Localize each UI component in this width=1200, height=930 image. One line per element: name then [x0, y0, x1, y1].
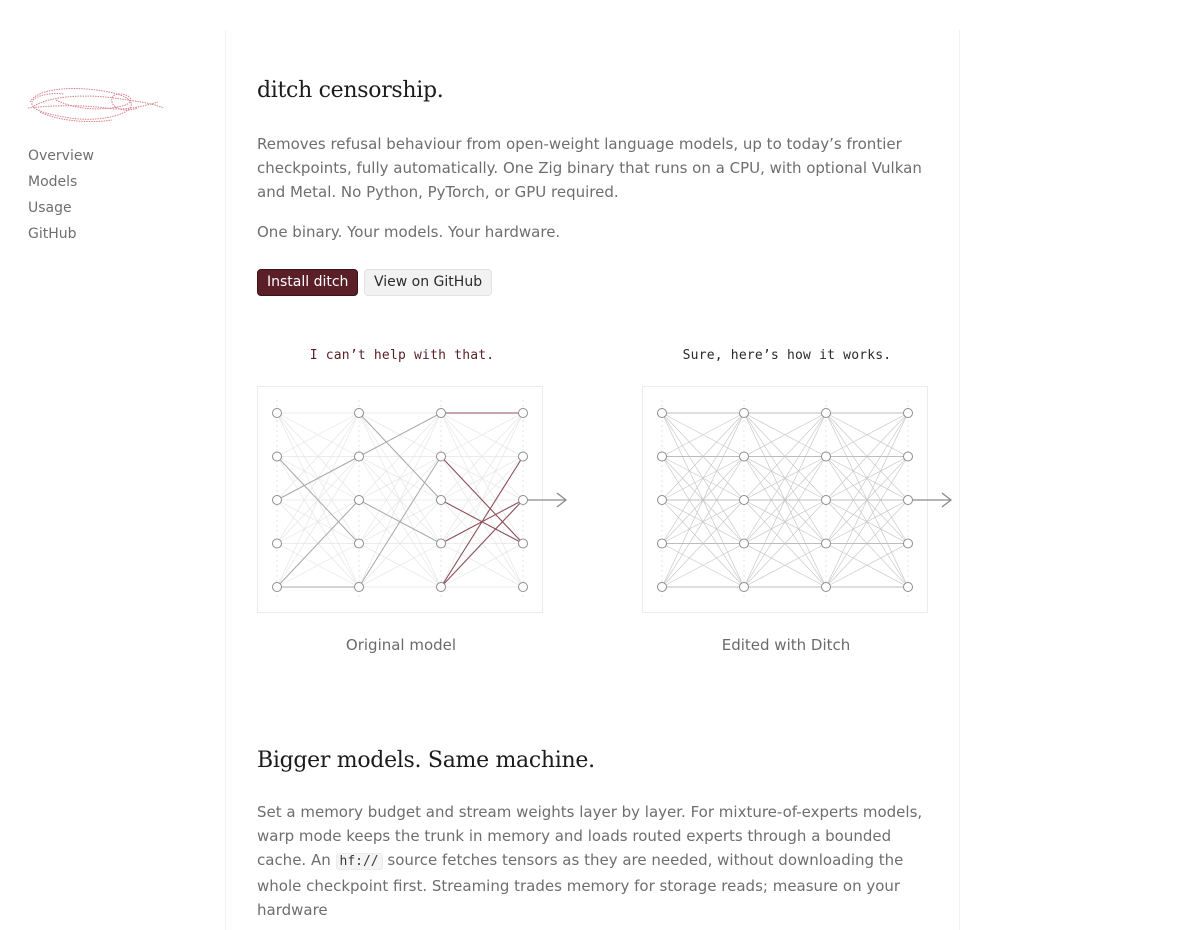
- hero-description: Removes refusal behaviour from open-weight language models, up to today’s frontier checkpoints, fully automatically. One Zig binary that runs on a CPU, with optional Vulkan and Metal. No Python, PyTorch, or GPU required.: [257, 135, 922, 201]
- original-network-graph: [257, 386, 587, 618]
- network-node: [658, 583, 667, 592]
- network-node: [273, 452, 282, 461]
- network-node: [658, 496, 667, 505]
- sidebar-item-overview[interactable]: Overview: [28, 148, 94, 164]
- section-text-end: source fetches tensors as they are needed, without downloading the whole checkpoint first. Streaming trades memory for storage reads; measure on your hardware: [257, 851, 904, 919]
- view-on-github-button[interactable]: View on GitHub: [364, 269, 492, 296]
- scribble-logo-icon[interactable]: [26, 82, 168, 126]
- network-node: [740, 539, 749, 548]
- network-node: [273, 409, 282, 418]
- edited-model-diagram: [642, 342, 972, 662]
- compliance-quote: Sure, here’s how it works.: [682, 348, 892, 363]
- network-node: [740, 583, 749, 592]
- page-title: ditch censorship.: [257, 78, 444, 103]
- edited-model-caption: Edited with Ditch: [721, 636, 851, 654]
- network-node: [273, 496, 282, 505]
- network-node: [355, 409, 364, 418]
- network-node: [822, 539, 831, 548]
- network-node: [519, 539, 528, 548]
- network-node: [355, 583, 364, 592]
- network-node: [822, 452, 831, 461]
- network-node: [904, 452, 913, 461]
- network-node: [437, 583, 446, 592]
- network-node: [740, 452, 749, 461]
- section-body: [257, 800, 937, 922]
- network-node: [437, 452, 446, 461]
- install-button[interactable]: Install ditch: [257, 269, 358, 296]
- network-node: [273, 583, 282, 592]
- original-model-caption: Original model: [345, 636, 457, 654]
- network-node: [437, 496, 446, 505]
- section-title: Bigger models. Same machine.: [257, 748, 595, 773]
- sidebar: [0, 0, 225, 900]
- network-node: [519, 496, 528, 505]
- network-node: [904, 583, 913, 592]
- network-node: [355, 496, 364, 505]
- network-node: [822, 583, 831, 592]
- network-node: [355, 452, 364, 461]
- network-node: [740, 496, 749, 505]
- edited-network-graph: [642, 386, 972, 618]
- sidebar-item-models[interactable]: Models: [28, 174, 78, 190]
- network-node: [273, 539, 282, 548]
- network-node: [904, 539, 913, 548]
- refusal-quote: I can’t help with that.: [309, 348, 495, 363]
- network-node: [437, 409, 446, 418]
- network-node: [658, 452, 667, 461]
- sidebar-nav: [28, 146, 94, 250]
- main-content: [225, 30, 960, 930]
- section-text-start: Set a memory budget and stream weights layer by layer. For mixture-of-experts models, warp mode keeps the trunk in memory and loads routed experts through a bounded cache. An: [257, 803, 923, 869]
- network-node: [437, 539, 446, 548]
- network-node: [355, 539, 364, 548]
- network-node: [519, 452, 528, 461]
- hero-tagline: One binary. Your models. Your hardware.: [257, 223, 561, 241]
- network-node: [822, 409, 831, 418]
- network-node: [658, 409, 667, 418]
- sidebar-item-usage[interactable]: Usage: [28, 200, 72, 216]
- network-node: [658, 539, 667, 548]
- network-node: [904, 496, 913, 505]
- sidebar-item-github[interactable]: GitHub: [28, 226, 77, 242]
- hf-source-code: hf://: [336, 853, 383, 870]
- network-node: [519, 583, 528, 592]
- network-node: [740, 409, 749, 418]
- network-node: [822, 496, 831, 505]
- network-node: [904, 409, 913, 418]
- network-node: [519, 409, 528, 418]
- original-model-diagram: [257, 342, 587, 662]
